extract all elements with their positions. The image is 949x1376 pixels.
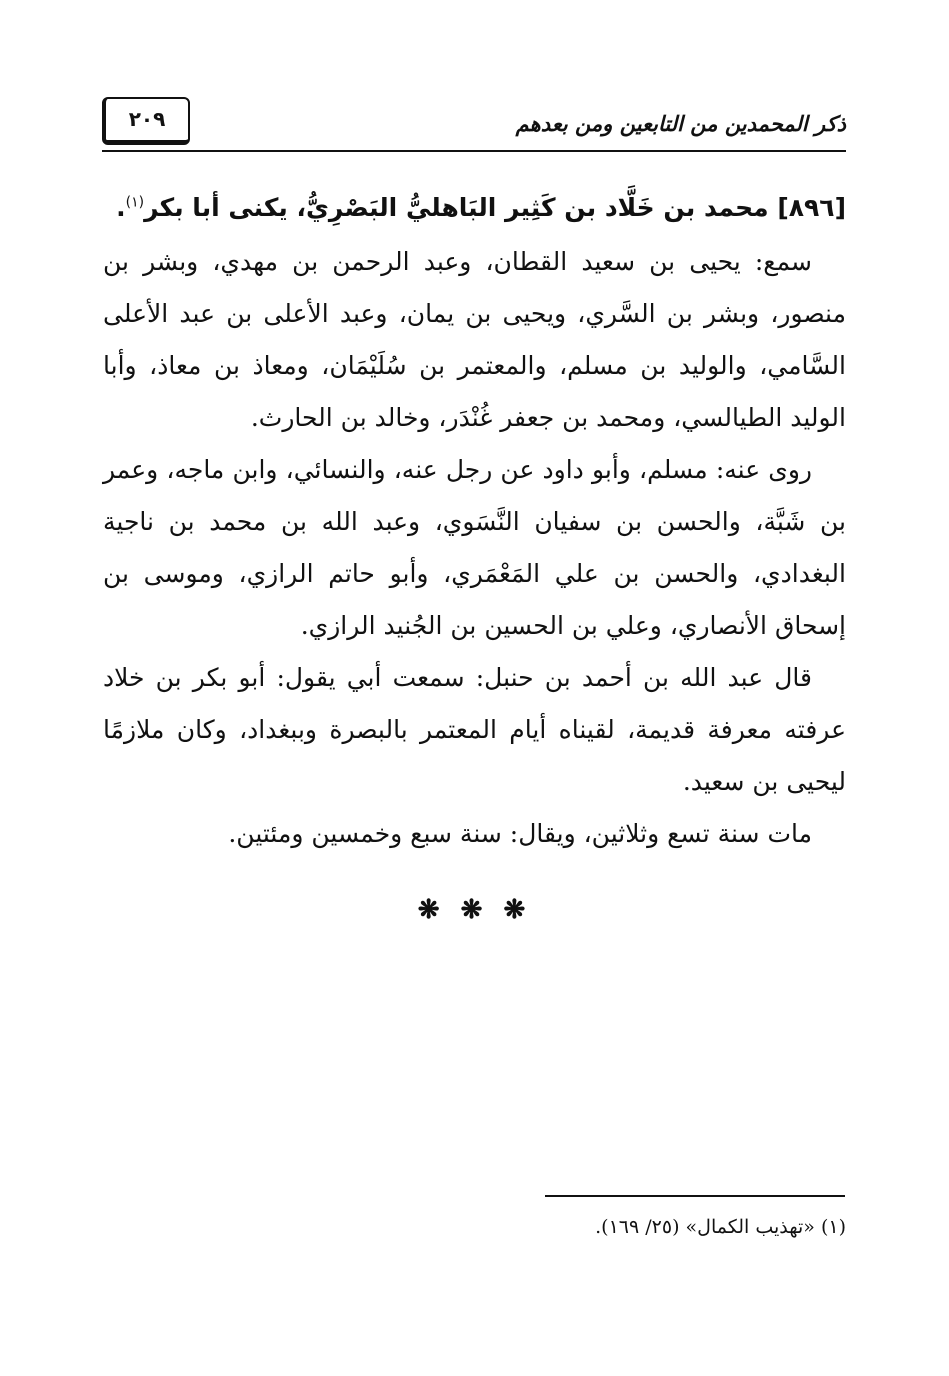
footnote-rule — [545, 1195, 845, 1197]
paragraph-quote: قال عبد الله بن أحمد بن حنبل: سمعت أبي يقول: أبو بكر بن خلاد عرفته معرفة قديمة، لقيناه أيام المعتمر بالبصرة وببغداد، وكان ملازمًا ليحيى بن سعيد. — [103, 663, 846, 796]
footnote: (١) «تهذيب الكمال» (٢٥/ ١٦٩). — [595, 1216, 846, 1238]
entry-heading — [103, 180, 846, 236]
entry-heading-end: . — [116, 193, 126, 222]
paragraph-death: مات سنة تسع وثلاثين، ويقال: سنة سبع وخمسين ومئتين. — [228, 819, 812, 848]
footnote-reference[interactable]: (١) — [125, 194, 145, 211]
running-title: ذكر المحمدين من التابعين ومن بعدهم — [515, 112, 846, 136]
header-rule — [102, 150, 846, 152]
entry-heading-text: [٨٩٦] محمد بن خَلَّاد بن كَثِير البَاهليُّ البَصْرِيُّ، يكنى أبا بكر — [144, 193, 846, 222]
page-number: ٢٠٩ — [102, 97, 190, 145]
section-separator: ❋ ❋ ❋ — [417, 895, 532, 925]
paragraph-narrated-by: روى عنه: مسلم، وأبو داود عن رجل عنه، والنسائي، وابن ماجه، وعمر بن شَبَّة، والحسن بن سفيان النَّسَوي، وعبد الله بن محمد بن ناجية البغدادي، والحسن بن علي المَعْمَري، وأبو حاتم الرازي، وموسى بن إسحاق الأنصاري، وعلي بن الحسين بن الجُنيد الرازي. — [103, 455, 846, 640]
paragraph-heard-from: سمع: يحيى بن سعيد القطان، وعبد الرحمن بن مهدي، وبشر بن منصور، وبشر بن السَّري، ويحيى بن يمان، وعبد الأعلى بن عبد الأعلى السَّامي، والوليد بن مسلم، والمعتمر بن سُلَيْمَان، ومعاذ بن معاذ، وأبا الوليد الطيالسي، ومحمد بن جعفر غُنْدَر، وخالد بن الحارث. — [103, 247, 846, 432]
entry-body — [103, 180, 846, 860]
